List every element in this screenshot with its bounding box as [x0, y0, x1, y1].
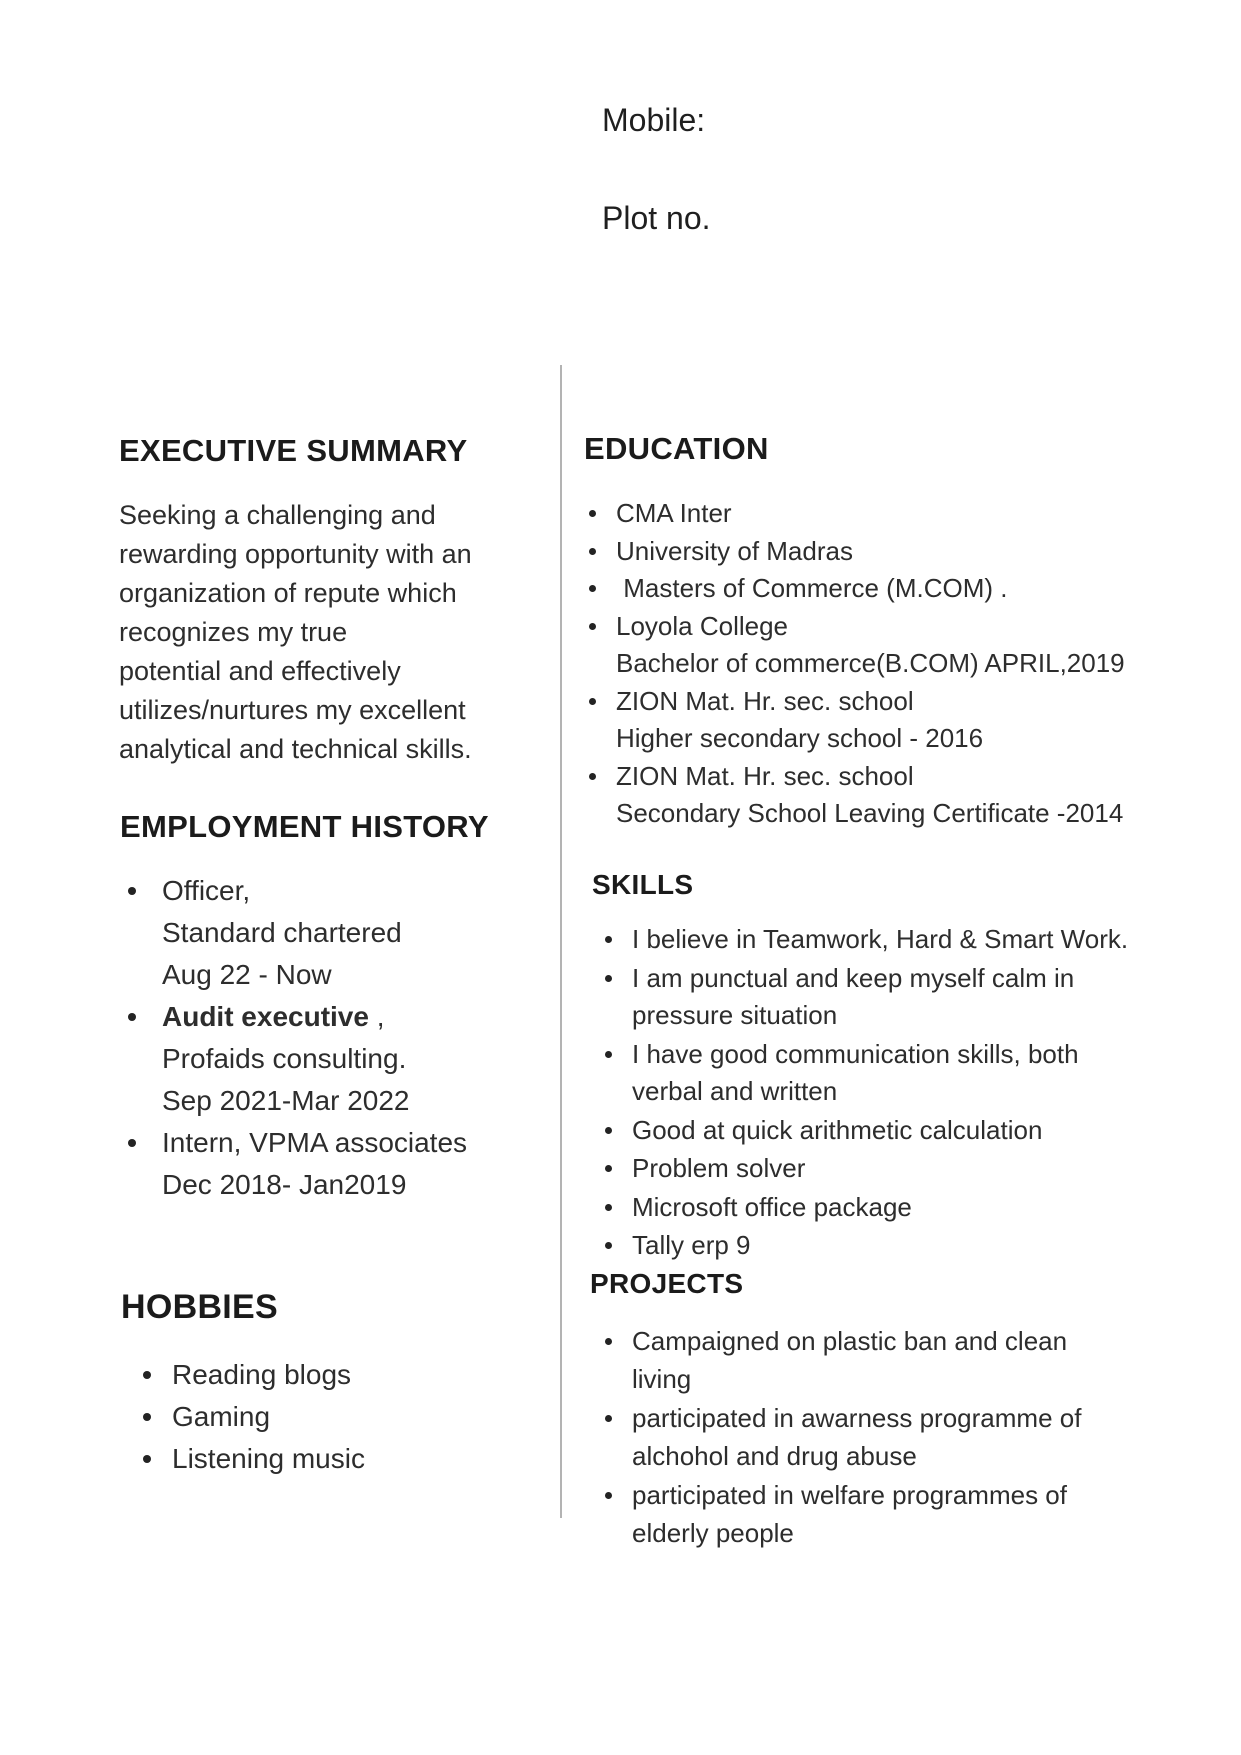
bullet-icon: [605, 1051, 612, 1058]
list-item-line: Higher secondary school - 2016: [616, 723, 984, 753]
list-item-line: I am punctual and keep myself calm in: [632, 962, 1075, 993]
list-item: [589, 683, 1209, 758]
bold-text: Audit executive: [162, 1001, 369, 1032]
list-item-text: [162, 1122, 467, 1206]
list-item: [128, 1122, 528, 1206]
executive-summary-heading: EXECUTIVE SUMMARY: [119, 433, 468, 468]
hobbies-heading: HOBBIES: [121, 1288, 279, 1326]
list-item: [605, 1189, 1205, 1227]
skills-heading: SKILLS: [592, 869, 694, 900]
list-item-line: CMA Inter: [616, 498, 732, 528]
list-item-line: I have good communication skills, both: [632, 1038, 1079, 1069]
list-item-text: [632, 1150, 805, 1188]
bullet-icon: [143, 1371, 151, 1379]
list-item-line: ZION Mat. Hr. sec. school: [616, 760, 914, 791]
bullet-icon: [589, 510, 596, 517]
list-item-text: [162, 996, 410, 1122]
list-item-line: pressure situation: [632, 1000, 838, 1030]
bullet-icon: [143, 1455, 151, 1463]
bullet-icon: [605, 1204, 612, 1211]
list-item-text: [616, 758, 1123, 833]
plot-number-label: Plot no.: [602, 200, 711, 236]
bullet-icon: [605, 1492, 612, 1499]
list-item: [143, 1438, 503, 1480]
bullet-icon: [605, 936, 612, 943]
bullet-icon: [605, 975, 612, 982]
list-item-line: Audit executive ,: [162, 1001, 385, 1032]
list-item: [128, 870, 528, 996]
bullet-icon: [605, 1415, 612, 1422]
list-item-line: Reading blogs: [172, 1359, 352, 1390]
projects-list: [605, 1323, 1205, 1554]
list-item-text: [616, 608, 1125, 683]
list-item-line: Secondary School Leaving Certificate -2014: [616, 798, 1124, 828]
list-item-text: [632, 1189, 912, 1227]
bullet-icon: [605, 1338, 612, 1345]
list-item-line: Bachelor of commerce(B.COM) APRIL,2019: [616, 648, 1125, 678]
bullet-icon: [605, 1127, 612, 1134]
hobbies-list: [143, 1354, 503, 1480]
list-item: [605, 1477, 1205, 1552]
list-item-line: Officer,: [162, 875, 251, 906]
employment-history-heading: EMPLOYMENT HISTORY: [120, 809, 489, 844]
mobile-label: Mobile:: [602, 102, 706, 138]
list-item-line: Microsoft office package: [632, 1191, 912, 1222]
column-divider: [560, 365, 562, 1518]
paragraph-line: Seeking a challenging and: [119, 500, 436, 530]
list-item-text: [632, 921, 1128, 959]
list-item-line: Profaids consulting.: [162, 1043, 407, 1074]
list-item: [605, 1227, 1205, 1265]
list-item: [128, 996, 528, 1122]
list-item-text: [616, 533, 853, 571]
employment-history-list: [128, 870, 528, 1206]
list-item: [605, 1323, 1205, 1398]
list-item-text: [616, 495, 732, 533]
list-item-text: [632, 1112, 1042, 1150]
bullet-icon: [605, 1242, 612, 1249]
list-item-text: [632, 1323, 1067, 1398]
bullet-icon: [128, 1013, 136, 1021]
bullet-icon: [143, 1413, 151, 1421]
paragraph-line: organization of repute which: [119, 578, 457, 608]
list-item: [589, 570, 1209, 608]
list-item-text: [632, 1400, 1081, 1475]
list-item-line: Good at quick arithmetic calculation: [632, 1114, 1043, 1145]
bullet-icon: [128, 887, 136, 895]
list-item: [605, 921, 1205, 959]
list-item: [605, 960, 1205, 1035]
list-item-line: participated in awarness programme of: [632, 1403, 1082, 1433]
list-item-text: [172, 1438, 365, 1480]
list-item-line: Loyola College: [616, 610, 789, 641]
list-item-line: Problem solver: [632, 1153, 806, 1183]
list-item-line: alchohol and drug abuse: [632, 1440, 917, 1471]
list-item: [605, 1150, 1205, 1188]
paragraph-line: analytical and technical skills.: [119, 734, 472, 764]
list-item-line: Masters of Commerce (M.COM) .: [616, 573, 1008, 603]
list-item-line: ZION Mat. Hr. sec. school: [616, 685, 914, 716]
list-item: [589, 608, 1209, 683]
list-item: [589, 495, 1209, 533]
list-item-text: [616, 683, 983, 758]
list-item: [589, 758, 1209, 833]
executive-summary-text: [119, 496, 472, 769]
list-item-line: Aug 22 - Now: [162, 959, 332, 990]
list-item-text: [632, 1227, 751, 1265]
list-item: [605, 1112, 1205, 1150]
list-item-line: Intern, VPMA associates: [162, 1127, 468, 1158]
skills-list: [605, 921, 1205, 1266]
list-item-text: [172, 1396, 270, 1438]
bullet-icon: [589, 773, 596, 780]
list-item: [589, 533, 1209, 571]
list-item-line: Tally erp 9: [632, 1230, 751, 1260]
list-item-text: [632, 960, 1074, 1035]
list-item-line: Sep 2021-Mar 2022: [162, 1085, 410, 1116]
paragraph-line: recognizes my true: [119, 617, 348, 647]
list-item-line: participated in welfare programmes of: [632, 1480, 1067, 1510]
list-item-line: elderly people: [632, 1517, 794, 1548]
list-item-text: [632, 1477, 1067, 1552]
list-item-text: [162, 870, 402, 996]
list-item-line: verbal and written: [632, 1076, 838, 1106]
list-item-line: I believe in Teamwork, Hard & Smart Work.: [632, 924, 1129, 954]
bullet-icon: [589, 698, 596, 705]
list-item-line: living: [632, 1363, 692, 1394]
bullet-icon: [128, 1139, 136, 1147]
list-item-line: University of Madras: [616, 535, 853, 566]
list-item-text: [616, 570, 1007, 608]
paragraph-line: utilizes/nurtures my excellent: [119, 695, 466, 725]
list-item: [143, 1396, 503, 1438]
paragraph-line: rewarding opportunity with an: [119, 539, 472, 569]
education-list: [589, 495, 1209, 833]
list-item: [143, 1354, 503, 1396]
list-item-line: Listening music: [172, 1443, 365, 1474]
bullet-icon: [589, 623, 596, 630]
list-item: [605, 1400, 1205, 1475]
education-heading: EDUCATION: [584, 431, 769, 466]
list-item-text: [172, 1354, 351, 1396]
list-item-text: [632, 1036, 1079, 1111]
list-item-line: Gaming: [172, 1401, 271, 1432]
bullet-icon: [589, 585, 596, 592]
bullet-icon: [605, 1165, 612, 1172]
list-item-line: Standard chartered: [162, 917, 402, 948]
bullet-icon: [589, 548, 596, 555]
list-item-line: Campaigned on plastic ban and clean: [632, 1326, 1068, 1356]
list-item-line: Dec 2018- Jan2019: [162, 1169, 407, 1200]
projects-heading: PROJECTS: [590, 1268, 744, 1299]
list-item: [605, 1036, 1205, 1111]
paragraph-line: potential and effectively: [119, 656, 401, 686]
